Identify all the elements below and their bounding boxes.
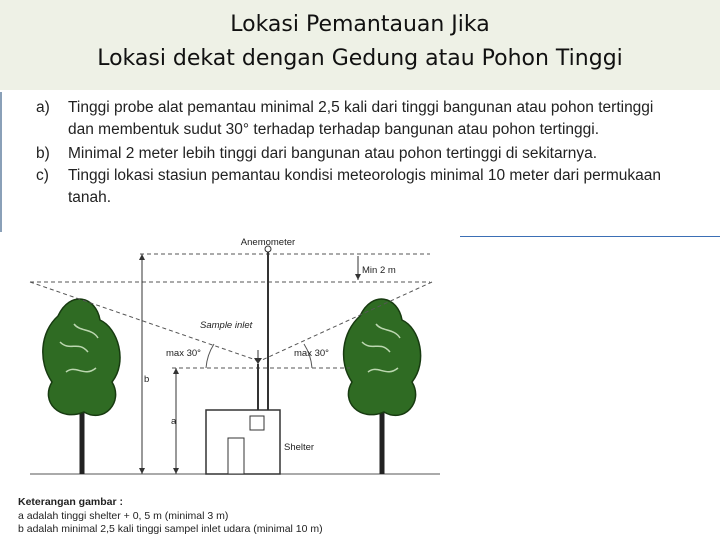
dimension-b-label: b — [144, 374, 150, 385]
divider-line — [460, 236, 720, 237]
title-band — [0, 0, 720, 90]
sample-inlet-label: Sample inlet — [200, 320, 253, 331]
angle-left-label: max 30° — [166, 348, 201, 359]
shelter-window — [250, 416, 264, 430]
page-title-line-2: Lokasi dekat dengan Gedung atau Pohon Tinggi — [97, 46, 623, 71]
criteria-marker: b) — [36, 145, 50, 162]
min-height-label: Min 2 m — [362, 265, 396, 276]
criteria-marker: a) — [36, 99, 50, 116]
caption-line-b: b adalah minimal 2,5 kali tinggi sampel inlet udara (minimal 10 m) — [18, 523, 323, 535]
criteria-text: Minimal 2 meter lebih tinggi dari bangunan atau pohon tertinggi di sekitarnya. — [68, 145, 598, 162]
angle-arc-left — [206, 344, 214, 368]
criteria-list — [0, 92, 720, 232]
angle-right-label: max 30° — [294, 348, 329, 359]
left-tree — [43, 299, 120, 474]
dimension-a-label: a — [171, 416, 177, 427]
caption-line-a: a adalah tinggi shelter + 0, 5 m (minimal 3 m) — [18, 510, 229, 522]
sample-inlet-arrowhead — [254, 358, 262, 364]
criteria-text: Tinggi lokasi stasiun pemantau kondisi meteorologis minimal 10 meter dari permukaan — [68, 167, 662, 184]
monitoring-site-diagram — [0, 232, 460, 492]
shelter-door — [228, 438, 244, 474]
page-title-line-1: Lokasi Pemantauan Jika — [230, 12, 490, 37]
criteria-text: dan membentuk sudut 30° terhadap terhadap bangunan atau pohon tertinggi. — [68, 121, 600, 138]
shelter-label: Shelter — [284, 442, 315, 453]
caption-heading: Keterangan gambar : — [18, 496, 124, 508]
criteria-text: Tinggi probe alat pemantau minimal 2,5 kali dari tinggi bangunan atau pohon tertinggi — [68, 99, 654, 116]
criteria-marker: c) — [36, 167, 49, 184]
right-tree — [344, 299, 421, 474]
criteria-text: tanah. — [68, 189, 112, 206]
anemometer-label: Anemometer — [240, 237, 296, 248]
